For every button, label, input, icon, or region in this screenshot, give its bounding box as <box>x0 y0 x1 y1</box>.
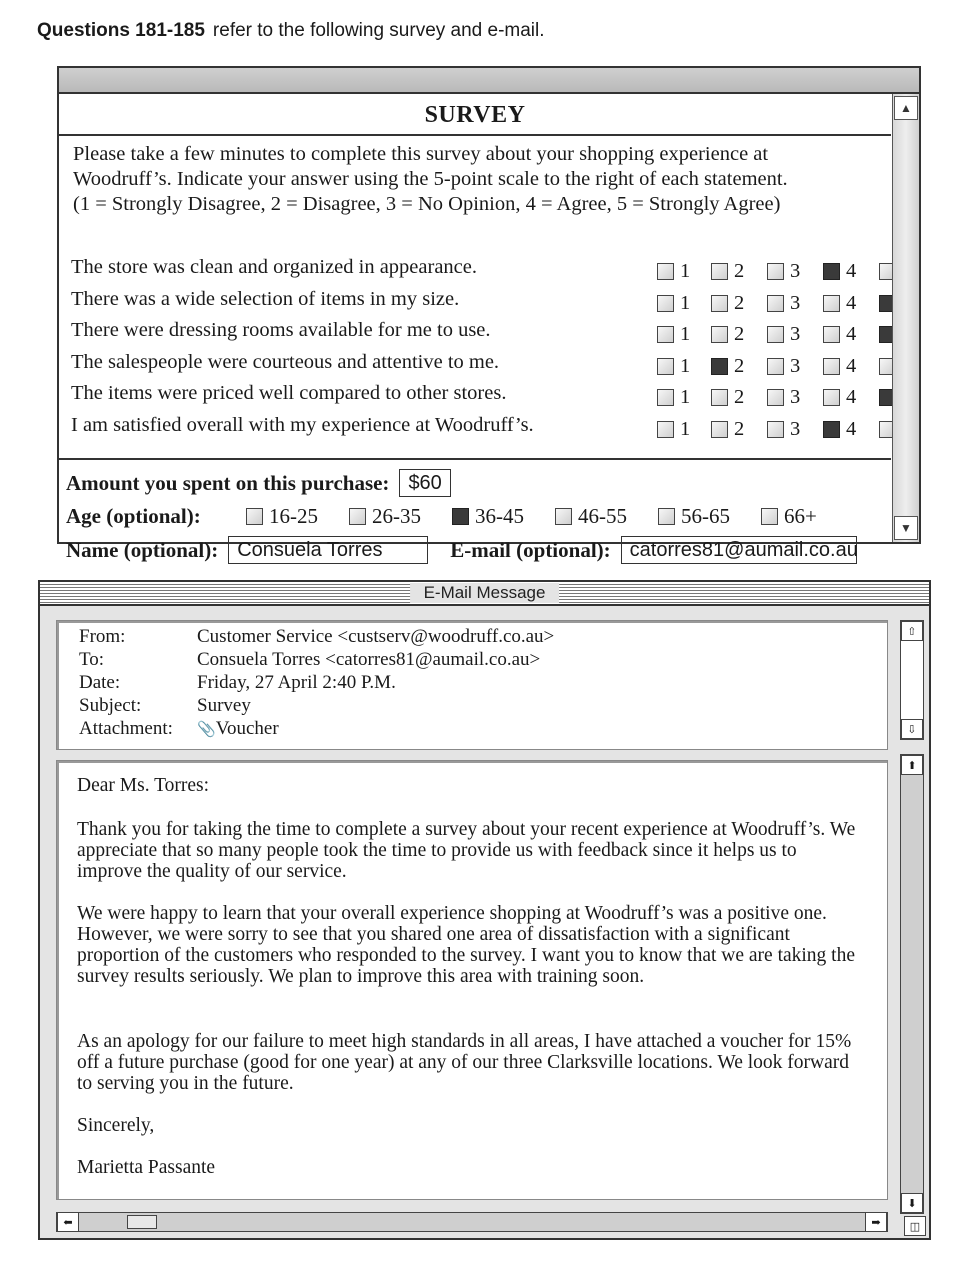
question-text: refer to the following survey and e-mail. <box>212 20 545 41</box>
rating-option[interactable] <box>767 418 800 441</box>
rating-option[interactable] <box>767 355 800 378</box>
rating-label: 4 <box>846 291 857 314</box>
scroll-down-icon[interactable]: ▼ <box>894 516 918 540</box>
rating-checkbox[interactable] <box>657 295 674 312</box>
rating-checkbox[interactable] <box>711 263 728 280</box>
body-vertical-scrollbar[interactable] <box>900 754 924 1214</box>
rating-label: 2 <box>734 323 745 346</box>
rating-option[interactable] <box>767 386 800 409</box>
subject-value: Survey <box>197 695 251 716</box>
rating-option[interactable] <box>657 386 690 409</box>
rating-checkbox[interactable] <box>767 421 784 438</box>
age-option[interactable] <box>246 504 318 529</box>
rating-checkbox[interactable] <box>657 389 674 406</box>
survey-row <box>71 288 891 320</box>
rating-checkbox[interactable] <box>657 326 674 343</box>
rating-label: 4 <box>846 354 857 377</box>
rating-label: 2 <box>734 417 745 440</box>
rating-label: 2 <box>734 260 745 282</box>
intro-line: Please take a few minutes to complete this survey about your shopping experience at <box>73 143 769 165</box>
rating-label: 4 <box>846 323 857 346</box>
rating-checkbox[interactable] <box>767 358 784 375</box>
statement-text: The store was clean and organized in appearance. <box>71 256 478 278</box>
rating-label: 3 <box>790 323 801 346</box>
header-date: Date: Friday, 27 April 2:40 P.M. <box>79 672 396 693</box>
statement-text: The salespeople were courteous and attentive to me. <box>71 350 500 373</box>
rating-label: 1 <box>680 417 691 440</box>
age-checkbox[interactable] <box>658 508 675 525</box>
closing: Sincerely, <box>77 1115 155 1136</box>
rating-option[interactable] <box>711 386 744 409</box>
header-from: From: Customer Service <custserv@woodruff.co.au> <box>79 626 555 647</box>
rating-option[interactable] <box>823 386 856 409</box>
name-field[interactable]: Consuela Torres <box>228 536 428 564</box>
header-attachment: Attachment: 📎Voucher <box>79 718 279 739</box>
age-checkbox[interactable] <box>452 508 469 525</box>
rating-option[interactable] <box>711 355 744 378</box>
rating-option[interactable] <box>711 418 744 441</box>
email-field[interactable]: catorres81@aumail.co.au <box>621 536 857 564</box>
survey-statements <box>71 256 891 446</box>
rating-label: 2 <box>734 354 745 377</box>
rating-option[interactable] <box>767 323 800 346</box>
age-option-label: 26-35 <box>372 504 421 528</box>
question-range: Questions 181-185 <box>37 20 205 41</box>
rating-checkbox[interactable] <box>823 421 840 438</box>
rating-label: 2 <box>734 291 745 314</box>
survey-divider <box>59 458 891 460</box>
email-headers <box>56 620 888 750</box>
scroll-up-icon[interactable]: ⇧ <box>901 621 923 641</box>
rating-label: 3 <box>790 386 801 409</box>
header-subject: Subject: Survey <box>79 695 251 716</box>
email-titlebar <box>40 582 929 606</box>
rating-option[interactable] <box>711 260 744 283</box>
question-header <box>37 20 545 42</box>
survey-row <box>71 351 891 383</box>
age-label: Age (optional): <box>66 504 201 528</box>
rating-label: 1 <box>680 260 691 282</box>
statement-text: There was a wide selection of items in my size. <box>71 287 460 310</box>
greeting: Dear Ms. Torres: <box>77 775 210 796</box>
amount-field[interactable]: $60 <box>399 469 450 497</box>
rating-label: 2 <box>734 386 745 409</box>
rating-option[interactable] <box>711 292 744 315</box>
paperclip-icon[interactable]: 📎 <box>197 720 216 738</box>
amount-row <box>66 469 451 497</box>
age-option[interactable] <box>452 504 524 529</box>
rating-option[interactable] <box>823 260 856 283</box>
age-checkbox[interactable] <box>555 508 572 525</box>
rating-label: 4 <box>846 260 857 282</box>
email-body <box>56 760 888 1200</box>
scroll-down-icon[interactable]: ⇩ <box>901 719 923 739</box>
survey-scrollbar[interactable] <box>892 94 919 542</box>
rating-option[interactable] <box>657 260 690 283</box>
age-checkbox[interactable] <box>246 508 263 525</box>
rating-label: 4 <box>846 386 857 409</box>
survey-content <box>59 94 891 562</box>
scroll-up-icon[interactable]: ⬆ <box>901 755 923 775</box>
rating-option[interactable] <box>657 292 690 315</box>
age-checkbox[interactable] <box>761 508 778 525</box>
rating-checkbox[interactable] <box>823 295 840 312</box>
statement-text: I am satisfied overall with my experience at Woodruff’s. <box>71 413 534 436</box>
attachment-value[interactable]: Voucher <box>215 718 279 739</box>
name-label: Name (optional): <box>66 537 219 562</box>
intro-line: Woodruff’s. Indicate your answer using the 5-point scale to the right of each statement. <box>73 168 788 190</box>
rating-option[interactable] <box>711 323 744 346</box>
rating-label: 1 <box>680 354 691 377</box>
rating-checkbox[interactable] <box>711 389 728 406</box>
rating-option[interactable] <box>823 292 856 315</box>
rating-label: 3 <box>790 417 801 440</box>
body-horizontal-scrollbar[interactable] <box>56 1212 888 1232</box>
scroll-right-icon[interactable]: ➡ <box>865 1212 887 1232</box>
rating-label: 1 <box>680 323 691 346</box>
amount-label: Amount you spent on this purchase: <box>66 470 390 495</box>
resize-icon[interactable]: ◫ <box>904 1216 926 1236</box>
rating-label: 1 <box>680 291 691 314</box>
age-option-label: 56-65 <box>681 504 730 528</box>
email-window <box>38 580 931 1240</box>
scroll-up-icon[interactable]: ▲ <box>894 96 918 120</box>
survey-row <box>71 414 891 446</box>
scroll-down-icon[interactable]: ⬇ <box>901 1193 923 1213</box>
survey-intro <box>59 136 891 217</box>
age-option[interactable] <box>349 504 421 529</box>
rating-checkbox[interactable] <box>657 263 674 280</box>
rating-option[interactable] <box>767 292 800 315</box>
rating-option[interactable] <box>823 418 856 441</box>
rating-checkbox[interactable] <box>657 358 674 375</box>
rating-checkbox[interactable] <box>767 326 784 343</box>
from-value: Customer Service <custserv@woodruff.co.au> <box>197 626 555 647</box>
rating-checkbox[interactable] <box>711 295 728 312</box>
paragraph-1: Thank you for taking the time to complete a survey about your recent experience at Woodruff’s. We appreciate that so many people took the time to provide us with feedback since it helps us to improve the quality of our service. <box>77 819 856 882</box>
paragraph-3: As an apology for our failure to meet high standards in all areas, I have attached a voucher for 15% off a future purchase (good for one year) at any of our three Clarksville locations. We look forward to serving you in the future. <box>77 1031 852 1094</box>
rating-checkbox[interactable] <box>823 326 840 343</box>
survey-row <box>71 319 891 351</box>
rating-option[interactable] <box>657 418 690 441</box>
statement-text: There were dressing rooms available for me to use. <box>71 319 491 342</box>
survey-titlebar <box>59 68 919 94</box>
rating-option[interactable] <box>823 323 856 346</box>
rating-checkbox[interactable] <box>657 421 674 438</box>
header-scrollbar[interactable] <box>900 620 924 740</box>
rating-checkbox[interactable] <box>711 326 728 343</box>
age-option[interactable] <box>761 504 817 529</box>
intro-line: (1 = Strongly Disagree, 2 = Disagree, 3 = No Opinion, 4 = Agree, 5 = Strongly Agree) <box>73 193 781 215</box>
statement-text: The items were priced well compared to other stores. <box>71 382 507 405</box>
survey-row <box>71 256 891 288</box>
rating-option[interactable] <box>823 355 856 378</box>
age-option[interactable] <box>658 504 730 529</box>
survey-title: SURVEY <box>59 94 891 136</box>
date-value: Friday, 27 April 2:40 P.M. <box>197 672 396 693</box>
survey-window <box>57 66 921 562</box>
scroll-left-icon[interactable]: ⬅ <box>57 1212 79 1232</box>
email-label: E-mail (optional): <box>450 537 611 562</box>
age-option[interactable] <box>555 504 627 529</box>
rating-checkbox[interactable] <box>823 389 840 406</box>
age-option-label: 16-25 <box>269 504 318 528</box>
age-option-label: 66+ <box>784 504 817 528</box>
rating-label: 4 <box>846 417 857 440</box>
header-to: To: Consuela Torres <catorres81@aumail.co.au> <box>79 649 541 670</box>
survey-row <box>71 382 891 414</box>
rating-label: 1 <box>680 386 691 409</box>
to-value: Consuela Torres <catorres81@aumail.co.au> <box>197 649 541 670</box>
rating-checkbox[interactable] <box>823 358 840 375</box>
age-option-label: 46-55 <box>578 504 627 528</box>
signature: Marietta Passante <box>77 1157 216 1178</box>
rating-label: 3 <box>790 291 801 314</box>
paragraph-2: We were happy to learn that your overall experience shopping at Woodruff’s was a positive one. However, we were sorry to see that you shared one area of dissatisfaction with a significant proportion of the customers who responded to the survey. I want you to know that we are taking the survey results seriously. We plan to improve this area with training soon. <box>77 903 856 987</box>
rating-label: 3 <box>790 354 801 377</box>
name-email-row <box>66 536 857 564</box>
rating-checkbox[interactable] <box>711 358 728 375</box>
rating-option[interactable] <box>767 260 800 283</box>
email-window-title: E-Mail Message <box>410 583 560 603</box>
rating-checkbox[interactable] <box>767 295 784 312</box>
age-checkbox[interactable] <box>349 508 366 525</box>
rating-checkbox[interactable] <box>711 421 728 438</box>
rating-option[interactable] <box>657 355 690 378</box>
rating-checkbox[interactable] <box>767 389 784 406</box>
rating-checkbox[interactable] <box>823 263 840 280</box>
scroll-thumb[interactable] <box>127 1215 157 1229</box>
rating-checkbox[interactable] <box>767 263 784 280</box>
age-option-label: 36-45 <box>475 504 524 528</box>
rating-label: 3 <box>790 260 801 282</box>
rating-option[interactable] <box>657 323 690 346</box>
age-row <box>66 504 848 529</box>
